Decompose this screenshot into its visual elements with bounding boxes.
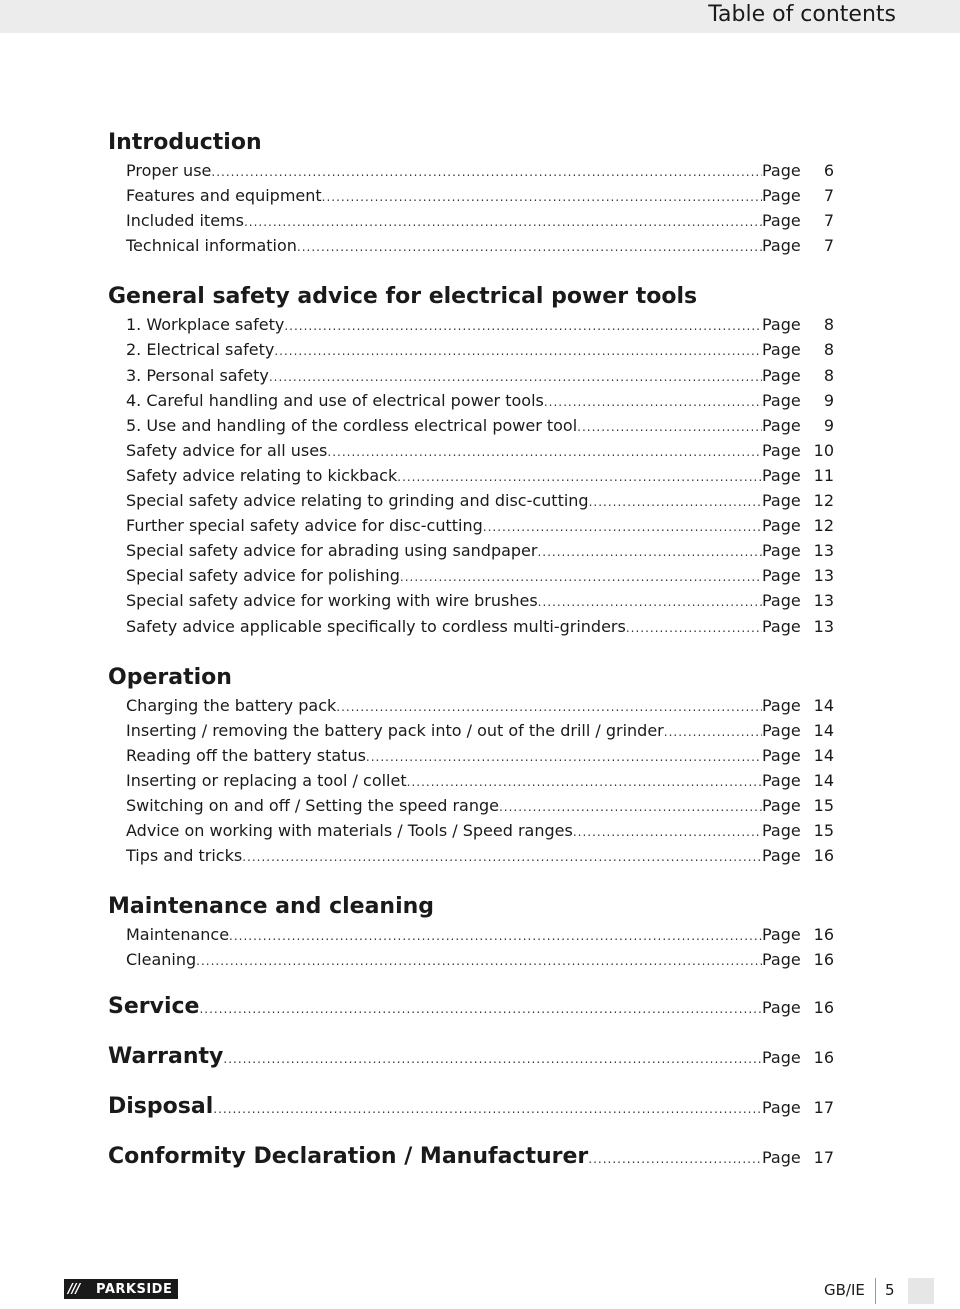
page-word: Page <box>762 390 801 410</box>
logo-stripes-icon: /// <box>68 1281 80 1297</box>
toc-entry-label: Proper use <box>126 161 212 180</box>
toc-entry[interactable] <box>108 363 834 388</box>
parkside-logo <box>64 1279 178 1299</box>
dot-leader <box>577 415 762 440</box>
toc-entry[interactable] <box>108 588 834 613</box>
dot-leader <box>397 465 762 490</box>
dot-leader <box>196 949 762 974</box>
page-number: 14 <box>813 770 834 790</box>
page-word: Page <box>762 846 801 866</box>
dot-leader <box>242 845 762 870</box>
toc-entry[interactable] <box>108 922 834 947</box>
toc-entry-label: Special safety advice relating to grinding and disc-cutting <box>126 491 589 511</box>
dot-leader <box>213 1094 762 1124</box>
toc-entry[interactable] <box>108 312 834 337</box>
toc-entry[interactable] <box>108 614 834 639</box>
page-word: Page <box>762 616 801 636</box>
section-title-general-safety: General safety advice for electrical power tools <box>108 284 698 310</box>
page-word: Page <box>762 516 801 536</box>
page-word: Page <box>762 998 801 1018</box>
toc-entry-label: Maintenance <box>126 925 230 945</box>
page-number: 13 <box>813 591 834 611</box>
page-word: Page <box>762 720 801 740</box>
toc-entry-label: Charging the battery pack <box>126 695 337 715</box>
dot-leader <box>626 616 762 641</box>
toc-entry-label: Special safety advice for polishing <box>126 566 400 586</box>
section-title-maintenance: Maintenance and cleaning <box>108 894 435 920</box>
page-number: 17 <box>813 1098 834 1118</box>
dot-leader <box>499 795 762 820</box>
toc-entry[interactable] <box>108 488 834 513</box>
page-word: Page <box>762 1098 801 1118</box>
footer-grey-box <box>908 1278 934 1304</box>
page-word: Page <box>762 950 801 970</box>
dot-leader <box>589 490 762 515</box>
page-number: 7 <box>823 186 834 206</box>
section-title-conformity: Conformity Declaration / Manufacturer <box>108 1144 589 1170</box>
page-word: Page <box>762 415 801 435</box>
dot-leader <box>573 820 762 845</box>
dot-leader <box>366 745 762 770</box>
dot-leader <box>544 390 762 415</box>
page-word: Page <box>762 821 801 841</box>
page-word: Page <box>762 161 801 180</box>
dot-leader <box>223 1044 762 1074</box>
toc-entry[interactable] <box>108 183 834 208</box>
page-word: Page <box>762 465 801 485</box>
toc-entry[interactable] <box>108 438 834 463</box>
page-number: 16 <box>813 998 834 1018</box>
toc-entry[interactable] <box>108 718 834 743</box>
dot-leader <box>322 185 762 210</box>
toc-entry[interactable] <box>108 538 834 563</box>
page-word: Page <box>762 1148 801 1168</box>
page-number: 15 <box>813 795 834 815</box>
page-word: Page <box>762 566 801 586</box>
section-title-introduction: Introduction <box>108 130 262 155</box>
page-number: 16 <box>813 950 834 970</box>
toc-entry[interactable] <box>108 818 834 843</box>
toc-entry[interactable] <box>108 337 834 362</box>
toc-entry[interactable] <box>108 743 834 768</box>
toc-entry[interactable] <box>108 158 834 183</box>
page-word: Page <box>762 770 801 790</box>
dot-leader <box>538 590 762 615</box>
dot-leader <box>588 1144 762 1174</box>
page-number: 16 <box>813 925 834 945</box>
dot-leader <box>244 210 762 235</box>
page-word: Page <box>762 491 801 511</box>
toc-entry-label: Safety advice relating to kickback <box>126 465 398 485</box>
toc-entry[interactable] <box>108 693 834 718</box>
page-word: Page <box>762 541 801 561</box>
page-number: 14 <box>813 720 834 740</box>
page-number: 6 <box>823 161 834 180</box>
page-number: 14 <box>813 745 834 765</box>
dot-leader <box>284 314 762 339</box>
page-number: 9 <box>823 390 834 410</box>
page-number: 8 <box>823 365 834 385</box>
toc-entry-label: Safety advice applicable specifically to cordless multi-grinders <box>126 616 626 636</box>
dot-leader <box>297 235 762 260</box>
dot-leader <box>400 565 762 590</box>
logo-brand-text: PARKSIDE <box>96 1281 173 1297</box>
page-word: Page <box>762 315 801 335</box>
toc-entry[interactable] <box>108 843 834 868</box>
page-word: Page <box>762 795 801 815</box>
page-number: 7 <box>823 236 834 256</box>
toc-entry-label: Further special safety advice for disc-cutting <box>126 516 483 536</box>
dot-leader <box>537 540 762 565</box>
page-word: Page <box>762 186 801 206</box>
toc-entry[interactable] <box>108 208 834 233</box>
page-word: Page <box>762 340 801 360</box>
dot-leader <box>336 695 762 720</box>
page-number: 15 <box>813 821 834 841</box>
toc-entry-label: 2. Electrical safety <box>126 340 275 360</box>
page-number: 13 <box>813 541 834 561</box>
toc-entry-service[interactable] <box>108 992 834 1022</box>
toc-entry-label: Advice on working with materials / Tools / Speed ranges <box>126 821 573 841</box>
toc-entry-label: 4. Careful handling and use of electrical power tools <box>126 390 544 410</box>
section-title-warranty: Warranty <box>108 1044 224 1070</box>
dot-leader <box>269 365 762 390</box>
toc-entry-label: Cleaning <box>126 950 197 970</box>
toc-entry[interactable] <box>108 947 834 972</box>
toc-entry-conformity[interactable] <box>108 1142 834 1172</box>
toc-entry-label: Switching on and off / Setting the speed range <box>126 795 499 815</box>
page-title: Table of contents <box>708 2 896 27</box>
toc-entry[interactable] <box>108 768 834 793</box>
section-title-service: Service <box>108 994 200 1020</box>
dot-leader <box>327 440 762 465</box>
page-word: Page <box>762 591 801 611</box>
page-number: 10 <box>813 440 834 460</box>
toc-entry[interactable] <box>108 388 834 413</box>
toc-entry[interactable] <box>108 793 834 818</box>
page-word: Page <box>762 211 801 231</box>
toc-entry-label: Reading off the battery status <box>126 745 366 765</box>
toc-entry-label: Inserting or replacing a tool / collet <box>126 770 407 790</box>
toc-entry-label: Special safety advice for abrading using sandpaper <box>126 541 538 561</box>
page-word: Page <box>762 695 801 715</box>
language-code: GB/IE <box>824 1281 865 1299</box>
dot-leader <box>664 720 762 745</box>
toc-entry-label: 3. Personal safety <box>126 365 269 385</box>
page-word: Page <box>762 1048 801 1068</box>
page-word: Page <box>762 925 801 945</box>
page-number: 8 <box>823 340 834 360</box>
page-number: 17 <box>813 1148 834 1168</box>
toc-entry-label: Special safety advice for working with wire brushes <box>126 591 538 611</box>
dot-leader <box>211 160 762 185</box>
toc-entry-label: Technical information <box>126 236 297 256</box>
page-word: Page <box>762 365 801 385</box>
page-number: 16 <box>813 846 834 866</box>
toc-entry-label: Features and equipment <box>126 186 322 206</box>
toc-entry[interactable] <box>108 413 834 438</box>
toc-entry-label: 5. Use and handling of the cordless electrical power tool <box>126 415 578 435</box>
dot-leader <box>407 770 762 795</box>
page-number: 13 <box>813 616 834 636</box>
page-number: 7 <box>823 211 834 231</box>
toc-entry[interactable] <box>108 563 834 588</box>
toc-entry-label: Safety advice for all uses <box>126 440 328 460</box>
page-number: 12 <box>813 491 834 511</box>
toc-entry[interactable] <box>108 233 834 258</box>
toc-entry-label: 1. Workplace safety <box>126 315 285 335</box>
toc-entry-label: Inserting / removing the battery pack into / out of the drill / grinder <box>126 720 664 740</box>
header-bar <box>0 0 960 33</box>
dot-leader <box>483 515 762 540</box>
toc-entry-warranty[interactable] <box>108 1042 834 1072</box>
page-word: Page <box>762 236 801 256</box>
dot-leader <box>274 339 762 364</box>
page-number: 11 <box>813 465 834 485</box>
toc-entry-label: Included items <box>126 211 244 231</box>
page-number: 14 <box>813 695 834 715</box>
toc-entry-disposal[interactable] <box>108 1092 834 1122</box>
footer-divider <box>875 1278 876 1304</box>
page-word: Page <box>762 440 801 460</box>
page-number: 12 <box>813 516 834 536</box>
section-title-operation: Operation <box>108 664 232 690</box>
page-number: 8 <box>823 315 834 335</box>
toc-entry[interactable] <box>108 463 834 488</box>
toc-entry[interactable] <box>108 513 834 538</box>
page-word: Page <box>762 745 801 765</box>
table-of-contents <box>108 128 834 1172</box>
toc-entry-label: Tips and tricks <box>126 846 243 866</box>
page-number: 9 <box>823 415 834 435</box>
page-number: 16 <box>813 1048 834 1068</box>
dot-leader <box>229 924 762 949</box>
footer-page-number: 5 <box>885 1281 895 1299</box>
section-title-disposal: Disposal <box>108 1094 214 1120</box>
dot-leader <box>199 994 762 1024</box>
page-number: 13 <box>813 566 834 586</box>
